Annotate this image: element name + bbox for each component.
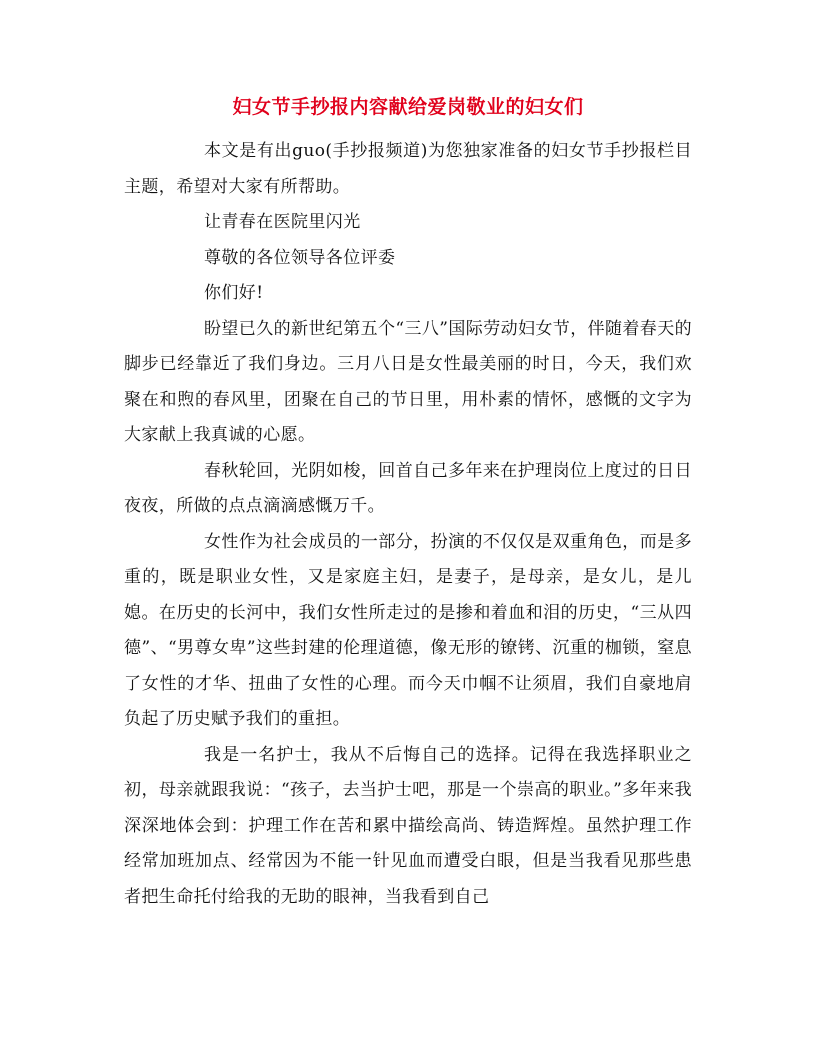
paragraph-salutation: 尊敬的各位领导各位评委 [204,247,396,268]
paragraph-greeting: 你们好! [204,283,264,303]
paragraph-heading: 让青春在医院里闪光 [204,212,361,232]
paragraph-body-3: 女性作为社会成员的一部分，扮演的不仅仅是双重角色，而是多重的，既是职业女性，又是家庭主妇，是妻子，是母亲，是女儿，是儿媳。在历史的长河中，我们女性所走过的是掺和着血和泪的历史，“三从四德”、“男尊女卑”这些封建的伦理道德，像无形的镣铐、沉重的枷锁，窒息了女性的才华、扭曲了女性的心理。而今天巾帼不让须眉，我们自豪地肩负起了历史赋予我们的重担。 [124,531,692,729]
paragraph-body-2: 春秋轮回，光阴如梭，回首自己多年来在护理岗位上度过的日日夜夜，所做的点点滴滴感慨万千。 [124,460,692,516]
paragraph-intro: 本文是有出guo(手抄报频道)为您独家准备的妇女节手抄报栏目主题，希望对大家有所帮助。 [124,141,692,197]
document-title: 妇女节手抄报内容献给爱岗敬业的妇女们 [232,96,584,118]
paragraph-body-4: 我是一名护士，我从不后悔自己的选择。记得在我选择职业之初，母亲就跟我说：“孩子，去当护士吧，那是一个崇高的职业。”多年来我深深地体会到：护理工作在苦和累中描绘高尚、铸造辉煌。虽然护理工作经常加班加点、经常因为不能一针见血而遭受白眼，但是当我看见那些患者把生命托付给我的无助的眼神，当我看到自己 [124,744,692,907]
paragraph-body-1: 盼望已久的新世纪第五个“三八”国际劳动妇女节，伴随着春天的脚步已经靠近了我们身边。三月八日是女性最美丽的时日，今天，我们欢聚在和煦的春风里，团聚在自己的节日里，用朴素的情怀，感慨的文字为大家献上我真诚的心愿。 [124,318,692,445]
document-body [124,134,692,915]
